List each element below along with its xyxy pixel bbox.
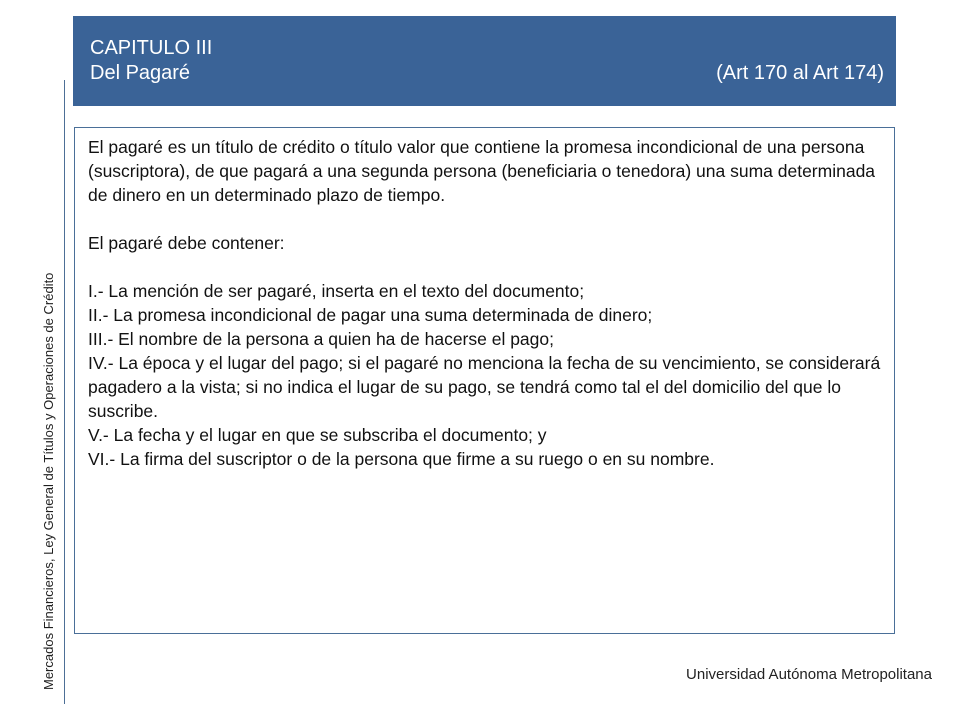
list-item: VI.- La firma del suscriptor o de la persona que firme a su ruego o en su nombre.	[88, 449, 715, 469]
title-banner	[73, 16, 896, 106]
side-caption: Mercados Financieros, Ley General de Títulos y Operaciones de Crédito	[41, 272, 56, 690]
side-caption-container	[36, 150, 62, 690]
vertical-divider	[64, 80, 65, 704]
list-item: II.- La promesa incondicional de pagar una suma determinada de dinero;	[88, 305, 653, 325]
list-item: IV.- La época y el lugar del pago; si el pagaré no menciona la fecha de su vencimiento, se considerará pagadero a la vista; si no indica el lugar de su pago, se tendrá como tal el del domicilio del que lo suscribe.	[88, 353, 881, 421]
list-item: V.- La fecha y el lugar en que se subscriba el documento; y	[88, 425, 547, 445]
spacer	[88, 207, 882, 231]
list-heading: El pagaré debe contener:	[88, 233, 285, 253]
section-title: Del Pagaré	[90, 62, 191, 84]
article-range: (Art 170 al Art 174)	[716, 62, 884, 84]
list-item: III.- El nombre de la persona a quien ha de hacerse el pago;	[88, 329, 554, 349]
chapter-title: CAPITULO III	[90, 37, 213, 59]
spacer	[88, 255, 882, 279]
intro-paragraph: El pagaré es un título de crédito o título valor que contiene la promesa incondicional de una persona (suscriptora), de que pagará a una segunda persona (beneficiaria o tenedora) una suma determinada de dinero en un determinado plazo de tiempo.	[88, 137, 876, 205]
list-item: I.- La mención de ser pagaré, inserta en el texto del documento;	[88, 281, 585, 301]
content-box	[74, 127, 895, 634]
institution-footer: Universidad Autónoma Metropolitana	[686, 666, 932, 683]
